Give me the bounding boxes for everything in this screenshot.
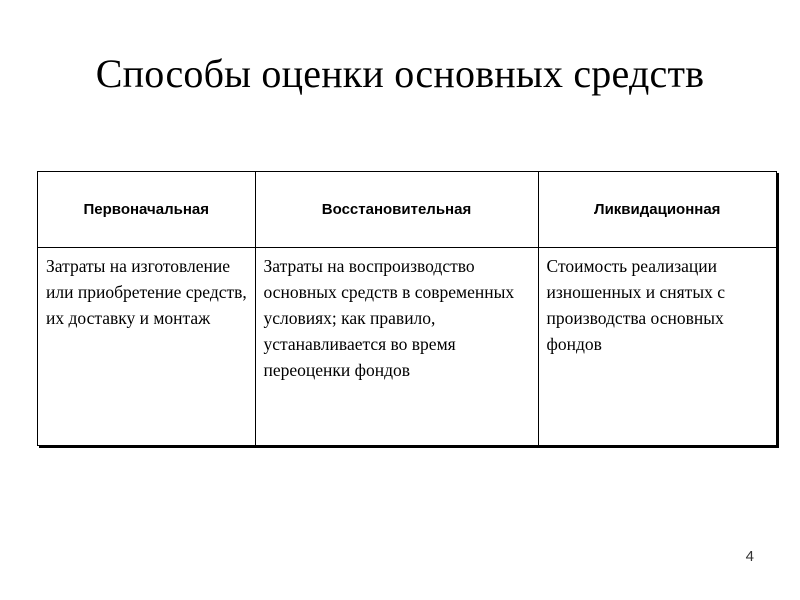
header-liquidation-cost: Ликвидационная [538, 172, 776, 247]
header-replacement-cost: Восстановительная [255, 172, 538, 247]
cell-initial-cost-description: Затраты на изготовление или приобретение средств, их доставку и монтаж [38, 247, 255, 445]
slide-title: Способы оценки основных средств [95, 51, 705, 96]
valuation-methods-table [37, 171, 777, 446]
cell-replacement-cost-description: Затраты на воспроизводство основных средств в современных условиях; как правило, устанавливается во время переоценки фондов [255, 247, 538, 445]
header-initial-cost: Первоначальная [38, 172, 255, 247]
cell-liquidation-cost-description: Стоимость реализации изношенных и снятых с производства основных фондов [538, 247, 776, 445]
table-header-row [38, 172, 776, 247]
methods-table-grid [38, 172, 776, 445]
table-row [38, 247, 776, 445]
page-number: 4 [745, 548, 754, 565]
